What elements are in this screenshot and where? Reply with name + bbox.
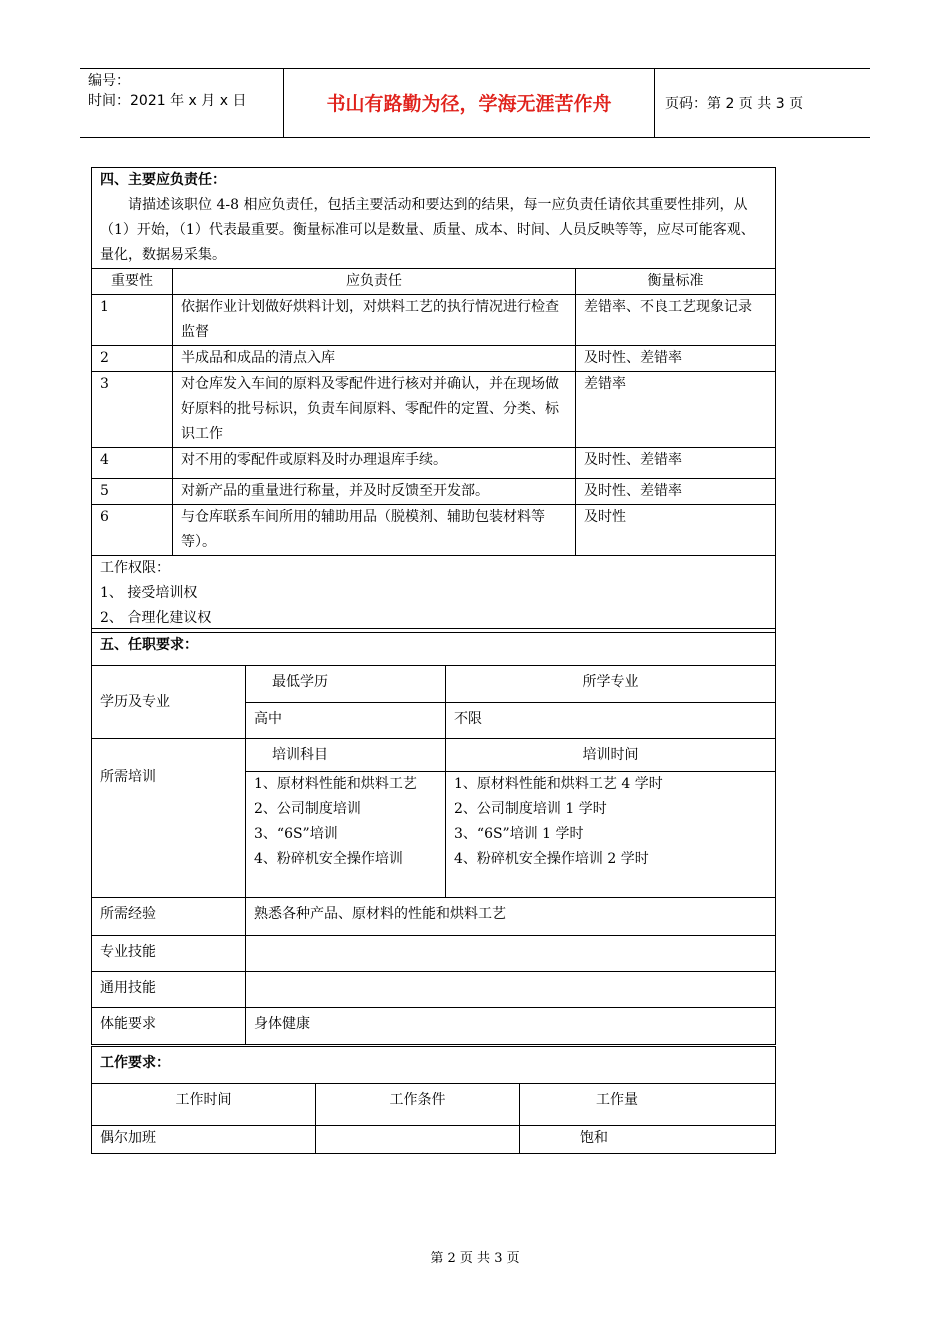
duty-cell: 依据作业计划做好烘料计划，对烘料工艺的执行情况进行检查监督 — [173, 295, 576, 346]
physical-value: 身体健康 — [246, 1008, 776, 1045]
training-subject-item: 3、“6S”培训 — [254, 826, 338, 842]
col-header-duty: 应负责任 — [173, 269, 576, 295]
work-condition-value — [316, 1126, 520, 1154]
document-date-label: 时间：2021 年 x 月 x 日 — [88, 93, 247, 109]
header-page-label: 页码：第 2 页 共 3 页 — [665, 96, 804, 112]
col-header-rank: 重要性 — [92, 269, 173, 295]
measure-cell: 及时性、差错率 — [576, 479, 776, 505]
training-time-item: 2、公司制度培训 1 学时 — [454, 801, 607, 817]
training-time-item: 3、“6S”培训 1 学时 — [454, 826, 584, 842]
table-row — [92, 505, 776, 556]
training-time-header: 培训时间 — [446, 739, 776, 772]
rank-cell: 2 — [92, 346, 173, 372]
pro-skill-label: 专业技能 — [92, 936, 246, 972]
training-time-item: 4、粉碎机安全操作培训 2 学时 — [454, 851, 649, 867]
experience-label: 所需经验 — [92, 898, 246, 936]
duty-cell: 对不用的零配件或原料及时办理退库手续。 — [173, 448, 576, 479]
table-row — [92, 372, 776, 448]
measure-cell: 及时性 — [576, 505, 776, 556]
duty-cell: 对新产品的重量进行称量，并及时反馈至开发部。 — [173, 479, 576, 505]
training-subject-item: 2、公司制度培训 — [254, 801, 361, 817]
section4-intro: 请描述该职位 4-8 相应负责任，包括主要活动和要达到的结果，每一应负责任请依其重要性排列，从（1）开始，（1）代表最重要。衡量标准可以是数量、质量、成本、时间、人员反映等等，应尽可能客观、量化，数据易采集。 — [100, 197, 755, 263]
table-row — [92, 448, 776, 479]
work-time-header: 工作时间 — [92, 1084, 316, 1126]
work-req-title: 工作要求： — [92, 1047, 776, 1084]
duty-cell: 半成品和成品的清点入库 — [173, 346, 576, 372]
measure-cell: 差错率 — [576, 372, 776, 448]
major-value: 不限 — [446, 703, 776, 739]
rank-cell: 3 — [92, 372, 173, 448]
pro-skill-value — [246, 936, 776, 972]
col-header-measure: 衡量标准 — [576, 269, 776, 295]
workload-value: 饱和 — [520, 1126, 776, 1154]
measure-cell: 及时性、差错率 — [576, 346, 776, 372]
authority-item: 2、 合理化建议权 — [100, 610, 212, 626]
rank-cell: 5 — [92, 479, 173, 505]
authority-cell — [92, 556, 776, 633]
section4-title: 四、主要应负责任： — [100, 172, 226, 188]
experience-value: 熟悉各种产品、原材料的性能和烘料工艺 — [246, 898, 776, 936]
header-meta — [80, 69, 283, 137]
authority-item: 1、 接受培训权 — [100, 585, 198, 601]
training-label: 所需培训 — [92, 739, 246, 898]
rank-cell: 6 — [92, 505, 173, 556]
rank-cell: 4 — [92, 448, 173, 479]
duty-cell: 与仓库联系车间所用的辅助用品（脱模剂、辅助包装材料等等）。 — [173, 505, 576, 556]
education-label: 学历及专业 — [92, 666, 246, 739]
qualifications-table — [91, 628, 776, 1045]
measure-cell: 及时性、差错率 — [576, 448, 776, 479]
page-header — [80, 68, 870, 138]
general-skill-value — [246, 972, 776, 1008]
duty-cell: 对仓库发入车间的原料及零配件进行核对并确认，并在现场做好原料的批号标识，负责车间原料、零配件的定置、分类、标识工作 — [173, 372, 576, 448]
min-education-value: 高中 — [246, 703, 446, 739]
table-row — [92, 479, 776, 505]
responsibilities-table — [91, 167, 776, 633]
workload-header: 工作量 — [520, 1084, 776, 1126]
general-skill-label: 通用技能 — [92, 972, 246, 1008]
rank-cell: 1 — [92, 295, 173, 346]
header-motto: 书山有路勤为径，学海无涯苦作舟 — [283, 69, 655, 137]
training-times-cell — [446, 772, 776, 898]
major-header: 所学专业 — [446, 666, 776, 703]
work-time-value: 偶尔加班 — [92, 1126, 316, 1154]
training-subjects-cell — [246, 772, 446, 898]
training-subject-item: 4、粉碎机安全操作培训 — [254, 851, 403, 867]
work-requirements-table — [91, 1046, 776, 1154]
min-education-header: 最低学历 — [246, 666, 446, 703]
page-footer: 第 2 页 共 3 页 — [430, 1251, 520, 1266]
training-subject-header: 培训科目 — [246, 739, 446, 772]
table-row — [92, 295, 776, 346]
training-subject-item: 1、原材料性能和烘料工艺 — [254, 776, 417, 792]
work-condition-header: 工作条件 — [316, 1084, 520, 1126]
table-row — [92, 346, 776, 372]
physical-label: 体能要求 — [92, 1008, 246, 1045]
authority-title: 工作权限： — [100, 560, 170, 576]
measure-cell: 差错率、不良工艺现象记录 — [576, 295, 776, 346]
section5-title: 五、任职要求： — [92, 629, 776, 666]
section4-header-cell — [92, 168, 776, 269]
training-time-item: 1、原材料性能和烘料工艺 4 学时 — [454, 776, 663, 792]
document-number-label: 编号： — [88, 73, 130, 89]
